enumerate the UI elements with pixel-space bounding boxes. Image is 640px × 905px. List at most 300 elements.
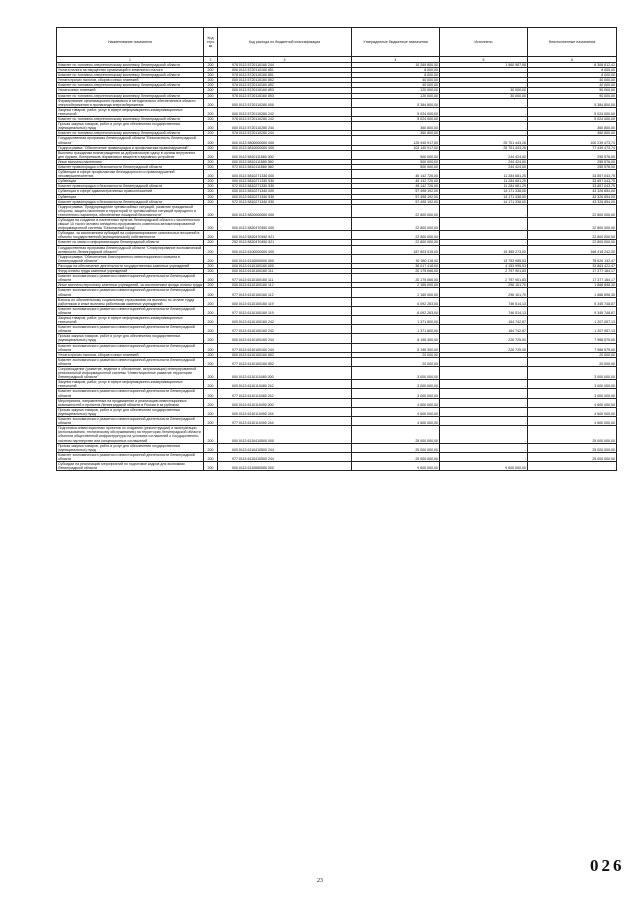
line-code-cell: 200 <box>204 283 218 288</box>
approved-amount-cell: 8 000,00 <box>352 68 440 73</box>
executed-amount-cell: 226 725,00 <box>440 334 528 343</box>
table-row <box>57 389 617 398</box>
executed-amount-cell: 746 514,13 <box>440 306 528 315</box>
executed-amount-cell: 25 701 443,26 <box>440 136 528 145</box>
indicator-name-cell: Комитет экономического развития и инвестиционной деятельности Ленинградской области <box>57 452 204 461</box>
approved-amount-cell: 4 600 000,00 <box>352 398 440 407</box>
approved-amount-cell: 125 940 917,00 <box>352 136 440 145</box>
approved-amount-cell: 103 140 917,00 <box>352 145 440 150</box>
remaining-amount-cell: 33 857 043,75 <box>528 170 617 179</box>
table-body <box>57 63 617 471</box>
budget-code-cell: 977 0113 6110100160 244 <box>218 343 352 352</box>
header-executed: Исполнено <box>440 28 528 57</box>
line-code-cell: 200 <box>204 389 218 398</box>
line-code-cell: 200 <box>204 269 218 274</box>
remaining-amount-cell: 5 345 748,87 <box>528 306 617 315</box>
remaining-amount-cell: 33 857 043,75 <box>528 179 617 184</box>
indicator-name-cell: Комитет экономического развития и инвестиционной деятельности Ленинградской области <box>57 288 204 297</box>
header-approved: Утвержденные бюджетные назначения <box>352 28 440 57</box>
approved-amount-cell: 3 000 000,00 <box>352 389 440 398</box>
executed-amount-cell: 9 600 000,00 <box>440 461 528 470</box>
executed-amount-cell: 244 424,00 <box>440 150 528 159</box>
line-code-cell: 200 <box>204 78 218 83</box>
indicator-name-cell: Сопровождение (развитие, ведение и обновление, актуализация) интегрированной региональной информационной системы "Инвестиционное развитие территории Ленинградской области" <box>57 367 204 380</box>
indicator-name-cell: Иные выплаты населению <box>57 159 204 164</box>
budget-code-cell: 977 0113 6110410500 244 <box>218 452 352 461</box>
table-row <box>57 315 617 324</box>
page-stamp: 026 <box>590 856 625 875</box>
line-code-cell: 200 <box>204 398 218 407</box>
indicator-name-cell: Подпрограмма "Обеспечение правопорядка и профилактика правонарушений" <box>57 145 204 150</box>
indicator-name-cell: Фонд оплаты труда казенных учреждений <box>57 269 204 274</box>
page-number: 23 <box>317 878 323 884</box>
approved-amount-cell: 500 000,00 <box>352 164 440 169</box>
table-row <box>57 426 617 443</box>
budget-code-cell: 000 0113 5800000000 000 <box>218 136 352 145</box>
table-row <box>57 122 617 131</box>
indicator-name-cell: Уплата прочих налогов, сборов и иных платежей <box>57 78 204 83</box>
executed-amount-cell: 30 000,00 <box>440 93 528 98</box>
remaining-amount-cell: 7 968 575,00 <box>528 343 617 352</box>
line-code-cell: 200 <box>204 274 218 283</box>
approved-amount-cell: 40 000,00 <box>352 83 440 88</box>
remaining-amount-cell: 255 576,00 <box>528 164 617 169</box>
line-code-cell: 200 <box>204 184 218 189</box>
line-code-cell: 200 <box>204 164 218 169</box>
table-row <box>57 204 617 217</box>
table-row <box>57 367 617 380</box>
executed-amount-cell: - <box>440 389 528 398</box>
remaining-amount-cell: 4 600 000,00 <box>528 407 617 416</box>
executed-amount-cell: 296 101,70 <box>440 288 528 297</box>
budget-code-cell: 977 0113 6110100160 242 <box>218 325 352 334</box>
budget-code-cell: 000 0113 5810111580 000 <box>218 150 352 159</box>
budget-code-cell: 978 0113 5720110160 851 <box>218 73 352 78</box>
budget-code-cell: 978 0113 5720110160 852 <box>218 83 352 88</box>
remaining-amount-cell: 25 000 000,00 <box>528 426 617 443</box>
indicator-name-cell: Субвенции <box>57 179 204 184</box>
indicator-name-cell: Подпрограмма "Обеспечение благоприятного инвестиционного климата в Ленинградской области" <box>57 254 204 263</box>
line-code-cell: 200 <box>204 426 218 443</box>
table-row <box>57 380 617 389</box>
header-line-code: Код стро ки <box>204 28 218 57</box>
executed-amount-cell: - <box>440 98 528 107</box>
approved-amount-cell: 6 092 263,00 <box>352 306 440 315</box>
approved-amount-cell: 20 000,00 <box>352 352 440 357</box>
approved-amount-cell: 45 142 726,00 <box>352 170 440 179</box>
table-row <box>57 136 617 145</box>
budget-code-cell: 977 0113 6110100160 112 <box>218 288 352 297</box>
indicator-name-cell: Прочая закупка товаров, работ и услуг для обеспечения государственных (муниципальных) нужд <box>57 443 204 452</box>
approved-amount-cell: 1 371 800,00 <box>352 315 440 324</box>
indicator-name-cell: Мероприятия, направленные на продвижение и реализацию инвестиционных возможностей и проектов Ленинградской области в России и за рубежом <box>57 398 204 407</box>
line-code-cell: 200 <box>204 218 218 231</box>
approved-amount-cell: 500 000,00 <box>352 150 440 159</box>
indicator-name-cell: Подготовка инвестиционных проектов по созданию (реконструкции) и эксплуатации (использованию, техническому обслуживанию) на территории Ленинградской области объектов общественной инфраструктуры на условиях соглашений о государственно-частном партнерстве или концессионных соглашений <box>57 426 204 443</box>
line-code-cell: 200 <box>204 204 218 217</box>
remaining-amount-cell: 3 000 000,00 <box>528 367 617 380</box>
approved-amount-cell: 40 000,00 <box>352 78 440 83</box>
approved-amount-cell: 45 142 726,00 <box>352 179 440 184</box>
remaining-amount-cell: 22 800 000,00 <box>528 240 617 245</box>
approved-amount-cell: 5 024 000,00 <box>352 117 440 122</box>
remaining-amount-cell: 22 800 000,00 <box>528 231 617 240</box>
executed-amount-cell: - <box>440 117 528 122</box>
budget-code-cell: 000 0113 5810271340 000 <box>218 189 352 194</box>
indicator-name-cell: Формирование организационно-правового и методического обеспечения в области энергосбережения и пропаганда энергосбережения <box>57 98 204 107</box>
remaining-amount-cell: 255 576,00 <box>528 159 617 164</box>
indicator-name-cell: Уплата иных платежей <box>57 88 204 93</box>
executed-amount-cell: - <box>440 352 528 357</box>
line-code-cell: 200 <box>204 240 218 245</box>
remaining-amount-cell: 5 384 800,00 <box>528 98 617 107</box>
budget-code-cell: 000 0113 6110410500 000 <box>218 426 352 443</box>
indicator-name-cell: Комитет по топливно-энергетическому комплексу Ленинградской области <box>57 131 204 136</box>
remaining-amount-cell: 33 857 043,75 <box>528 184 617 189</box>
remaining-amount-cell: 1 868 898,30 <box>528 283 617 288</box>
line-code-cell: 200 <box>204 179 218 184</box>
indicator-name-cell: Комитет по топливно-энергетическому комплексу Ленинградской области <box>57 73 204 78</box>
approved-amount-cell: 92 380 118,00 <box>352 254 440 263</box>
approved-amount-cell: 57 498 192,00 <box>352 194 440 199</box>
remaining-amount-cell: 8 000,00 <box>528 68 617 73</box>
indicator-name-cell: Прочая закупка товаров, работ и услуг для обеспечения государственных (муниципальных) нужд <box>57 407 204 416</box>
approved-amount-cell: 360 800,00 <box>352 131 440 136</box>
indicator-name-cell: Закупка товаров, работ, услуг в сфере информационно-коммуникационных технологий <box>57 380 204 389</box>
table-row <box>57 254 617 263</box>
executed-amount-cell: 14 171 338,00 <box>440 199 528 204</box>
table-row <box>57 357 617 366</box>
table-row <box>57 218 617 231</box>
indicator-name-cell: Расходы на обеспечение деятельности государственных казенных учреждений <box>57 263 204 268</box>
approved-amount-cell: 57 498 192,00 <box>352 199 440 204</box>
executed-amount-cell: - <box>440 231 528 240</box>
line-code-cell: 200 <box>204 189 218 194</box>
line-code-cell: 200 <box>204 98 218 107</box>
approved-amount-cell: 8 195 300,00 <box>352 334 440 343</box>
budget-code-cell: 000 0113 5720110160 853 <box>218 88 352 93</box>
executed-amount-cell: 11 284 681,25 <box>440 170 528 179</box>
indicator-name-cell: Государственная программа Ленинградской области "Безопасность Ленинградской области" <box>57 136 204 145</box>
budget-code-cell: 972 0113 5810111580 360 <box>218 164 352 169</box>
indicator-name-cell: Субсидии, за исключением субсидий на софинансирование капитальных вложений в объекты государственной (муниципальной) собственности <box>57 231 204 240</box>
line-code-cell: 200 <box>204 334 218 343</box>
budget-code-cell: 000 0113 5810271330 000 <box>218 170 352 179</box>
executed-amount-cell: 13 753 985,53 <box>440 254 528 263</box>
remaining-amount-cell: 100 239 473,74 <box>528 136 617 145</box>
executed-amount-cell: - <box>440 240 528 245</box>
executed-amount-cell: 746 514,13 <box>440 297 528 306</box>
executed-amount-cell: 226 725,00 <box>440 343 528 352</box>
executed-amount-cell: - <box>440 78 528 83</box>
remaining-amount-cell: 7 968 575,00 <box>528 334 617 343</box>
remaining-amount-cell: 255 576,00 <box>528 150 617 159</box>
executed-amount-cell: 11 284 681,25 <box>440 184 528 189</box>
remaining-amount-cell: 22 800 000,00 <box>528 204 617 217</box>
approved-amount-cell: 20 000,00 <box>352 357 440 366</box>
remaining-amount-cell: 4 600 000,00 <box>528 417 617 426</box>
approved-amount-cell: 25 000 000,00 <box>352 443 440 452</box>
budget-code-cell: 977 0113 6110100160 852 <box>218 357 352 366</box>
line-code-cell: 200 <box>204 170 218 179</box>
executed-amount-cell: 14 171 338,00 <box>440 194 528 199</box>
line-code-cell: 200 <box>204 150 218 159</box>
line-code-cell: 200 <box>204 194 218 199</box>
indicator-name-cell: Закупка товаров, работ, услуг в сфере информационно-коммуникационных технологий <box>57 107 204 116</box>
budget-code-cell: 977 0113 6110100160 119 <box>218 306 352 315</box>
approved-amount-cell: 2 165 000,00 <box>352 283 440 288</box>
remaining-amount-cell: 360 800,00 <box>528 131 617 136</box>
executed-amount-cell: - <box>440 443 528 452</box>
approved-amount-cell: 25 000 000,00 <box>352 426 440 443</box>
table-row <box>57 452 617 461</box>
remaining-amount-cell: 1 868 898,30 <box>528 288 617 297</box>
budget-code-cell: 000 0113 5720110280 244 <box>218 122 352 131</box>
remaining-amount-cell: 25 000 000,00 <box>528 452 617 461</box>
indicator-name-cell: Субвенции <box>57 194 204 199</box>
budget-code-cell: 000 0113 5810271340 530 <box>218 194 352 199</box>
executed-amount-cell: 19 385 273,00 <box>440 245 528 254</box>
executed-amount-cell: 11 284 681,25 <box>440 179 528 184</box>
line-code-cell: 200 <box>204 63 218 68</box>
approved-amount-cell: 8 195 300,00 <box>352 343 440 352</box>
indicator-name-cell: Комитет экономического развития и инвестиционной деятельности Ленинградской области <box>57 325 204 334</box>
line-code-cell: 200 <box>204 131 218 136</box>
header-indicator-name: Наименование показателя <box>57 28 204 57</box>
budget-code-cell: 000 0113 5720110280 000 <box>218 98 352 107</box>
budget-report-sheet <box>56 27 616 471</box>
header-budget-code: Код расхода по бюджетной классификации <box>218 28 352 57</box>
approved-amount-cell: 57 498 192,00 <box>352 189 440 194</box>
executed-amount-cell: 164 742,87 <box>440 325 528 334</box>
budget-code-cell: 000 0113 6110410500 244 <box>218 443 352 452</box>
budget-code-cell: 977 0113 6110110490 244 <box>218 417 352 426</box>
remaining-amount-cell: 1 207 057,13 <box>528 315 617 324</box>
remaining-amount-cell: - <box>528 461 617 470</box>
indicator-name-cell: Субсидии на создание в населенных пунктах Ленинградской области с численностью свыше 10 тысяч человек аппаратно-программного комплекса автоматизированной информационной системы "Безопасный город" <box>57 218 204 231</box>
approved-amount-cell: 22 800 000,00 <box>352 240 440 245</box>
line-code-cell: 200 <box>204 136 218 145</box>
line-code-cell: 200 <box>204 352 218 357</box>
executed-amount-cell: - <box>440 417 528 426</box>
budget-code-cell: 972 0113 5810271330 530 <box>218 184 352 189</box>
approved-amount-cell: 10 269 800,00 <box>352 63 440 68</box>
line-code-cell: 200 <box>204 107 218 116</box>
line-code-cell: 200 <box>204 88 218 93</box>
approved-amount-cell: 360 800,00 <box>352 122 440 131</box>
budget-code-cell: 000 0113 5720110160 852 <box>218 78 352 83</box>
executed-amount-cell: 2 797 901,83 <box>440 269 528 274</box>
indicator-name-cell: Комитет экономического развития и инвестиционной деятельности Ленинградской области <box>57 417 204 426</box>
executed-amount-cell: - <box>440 131 528 136</box>
remaining-amount-cell: 20 000,00 <box>528 352 617 357</box>
indicator-name-cell: Комитет по топливно-энергетическому комплексу Ленинградской области <box>57 117 204 122</box>
executed-amount-cell: - <box>440 73 528 78</box>
remaining-amount-cell: 43 326 854,00 <box>528 194 617 199</box>
remaining-amount-cell: 3 000 000,00 <box>528 389 617 398</box>
table-row <box>57 443 617 452</box>
approved-amount-cell: 3 000 000,00 <box>352 367 440 380</box>
indicator-name-cell: Взносы по обязательному социальному страхованию на выплаты по оплате труда работников и иные выплаты работникам казенных учреждений <box>57 297 204 306</box>
line-code-cell: 200 <box>204 199 218 204</box>
line-code-cell: 200 <box>204 263 218 268</box>
remaining-amount-cell: 17 377 164,17 <box>528 274 617 283</box>
table-row <box>57 288 617 297</box>
remaining-amount-cell: 1 207 057,13 <box>528 325 617 334</box>
budget-code-cell: 000 0113 5820470450 000 <box>218 218 352 231</box>
executed-amount-cell: - <box>440 380 528 389</box>
table-row <box>57 334 617 343</box>
remaining-amount-cell: 90 000,00 <box>528 88 617 93</box>
executed-amount-cell: - <box>440 107 528 116</box>
budget-code-cell: 977 0113 6110100160 111 <box>218 274 352 283</box>
indicator-name-cell: Комитет экономического развития и инвестиционной деятельности Ленинградской области <box>57 389 204 398</box>
budget-code-cell: 000 0113 5720110280 242 <box>218 107 352 116</box>
line-code-cell: 200 <box>204 83 218 88</box>
executed-amount-cell: - <box>440 68 528 73</box>
line-code-cell: 200 <box>204 380 218 389</box>
budget-code-cell: 000 0113 6110680580 000 <box>218 461 352 470</box>
budget-code-cell: 000 0113 6110100160 111 <box>218 269 352 274</box>
budget-code-cell: 000 0113 5720110160 851 <box>218 68 352 73</box>
executed-amount-cell: - <box>440 407 528 416</box>
remaining-amount-cell: 168 418 242,00 <box>528 245 617 254</box>
remaining-amount-cell: 17 377 164,17 <box>528 269 617 274</box>
line-code-cell: 200 <box>204 117 218 122</box>
remaining-amount-cell: 8 000,00 <box>528 73 617 78</box>
remaining-amount-cell: 43 326 854,00 <box>528 199 617 204</box>
indicator-name-cell: Прочая закупка товаров, работ и услуг для обеспечения государственных (муниципальных) нужд <box>57 122 204 131</box>
line-code-cell: 200 <box>204 73 218 78</box>
line-code-cell: 200 <box>204 452 218 461</box>
remaining-amount-cell: 360 800,00 <box>528 122 617 131</box>
executed-amount-cell: 30 000,00 <box>440 88 528 93</box>
executed-amount-cell: - <box>440 218 528 231</box>
indicator-name-cell: Комитет правопорядка и безопасности Ленинградской области <box>57 164 204 169</box>
remaining-amount-cell: 33 863 422,47 <box>528 263 617 268</box>
line-code-cell: 200 <box>204 254 218 263</box>
table-row <box>57 98 617 107</box>
indicator-name-cell: Комитет по топливно-энергетическому комплексу Ленинградской области <box>57 63 204 68</box>
table-row <box>57 306 617 315</box>
table-row <box>57 107 617 116</box>
remaining-amount-cell: 5 024 000,00 <box>528 107 617 116</box>
approved-amount-cell: 500 000,00 <box>352 159 440 164</box>
budget-code-cell: 000 0113 6110100160 244 <box>218 334 352 343</box>
approved-amount-cell: 5 384 800,00 <box>352 98 440 107</box>
indicator-name-cell: Комитет экономического развития и инвестиционной деятельности Ленинградской области <box>57 306 204 315</box>
remaining-amount-cell: 4 600 000,00 <box>528 398 617 407</box>
indicator-name-cell: Комитет экономического развития и инвестиционной деятельности Ленинградской области <box>57 274 204 283</box>
budget-code-cell: 000 0113 6110100160 852 <box>218 352 352 357</box>
executed-amount-cell: 244 424,00 <box>440 159 528 164</box>
line-code-cell: 200 <box>204 461 218 470</box>
indicator-name-cell: Комитет по связи и информатизации Ленинградской области <box>57 240 204 245</box>
budget-code-cell: 000 0113 6110110490 244 <box>218 407 352 416</box>
approved-amount-cell: 20 175 066,00 <box>352 274 440 283</box>
approved-amount-cell: 187 803 515,00 <box>352 245 440 254</box>
table-row <box>57 407 617 416</box>
indicator-name-cell: Комитет экономического развития и инвестиционной деятельности Ленинградской области <box>57 343 204 352</box>
table-row <box>57 325 617 334</box>
table-row <box>57 343 617 352</box>
indicator-name-cell: Государственная программа Ленинградской области "Стимулирование экономической активности Ленинградской области" <box>57 245 204 254</box>
indicator-name-cell: Закупка товаров, работ, услуг в сфере информационно-коммуникационных технологий <box>57 315 204 324</box>
remaining-amount-cell: 77 439 473,74 <box>528 145 617 150</box>
executed-amount-cell: 14 171 338,00 <box>440 189 528 194</box>
approved-amount-cell: 120 000,00 <box>352 88 440 93</box>
budget-code-cell: 000 0113 5810000000 000 <box>218 145 352 150</box>
table-row <box>57 150 617 159</box>
approved-amount-cell: 4 600 000,00 <box>352 407 440 416</box>
indicator-name-cell: Субсидии на реализацию мероприятий по подготовке кадров для экономики Ленинградской области <box>57 461 204 470</box>
table-row <box>57 245 617 254</box>
approved-amount-cell: 22 800 000,00 <box>352 218 440 231</box>
budget-code-cell: 000 0113 6100000000 000 <box>218 245 352 254</box>
indicator-name-cell: Субвенции в сфере профилактики безнадзорности и правонарушений несовершеннолетних <box>57 170 204 179</box>
indicator-name-cell: Выплаты гражданам вознаграждения за добровольную сдачу в органы внутренних дел оружия, боеприпасов, взрывчатых веществ и взрывных устройств <box>57 150 204 159</box>
approved-amount-cell: 120 000,00 <box>352 93 440 98</box>
line-code-cell: 200 <box>204 367 218 380</box>
line-code-cell: 200 <box>204 122 218 131</box>
column-number: 2 <box>204 57 218 63</box>
executed-amount-cell: - <box>440 398 528 407</box>
budget-code-cell: 000 0113 6110100160 119 <box>218 297 352 306</box>
executed-amount-cell: - <box>440 426 528 443</box>
remaining-amount-cell: 78 626 132,47 <box>528 254 617 263</box>
budget-code-cell: 000 0113 6110100160 242 <box>218 315 352 324</box>
indicator-name-cell: Комитет по топливно-энергетическому комплексу Ленинградской области <box>57 83 204 88</box>
budget-code-cell: 252 0113 5820470450 521 <box>218 240 352 245</box>
indicator-name-cell: Комитет экономического развития и инвестиционной деятельности Ленинградской области <box>57 357 204 366</box>
budget-code-cell: 000 0113 6110100160 000 <box>218 263 352 268</box>
table-row <box>57 170 617 179</box>
budget-code-cell: 978 0113 5720110280 244 <box>218 131 352 136</box>
indicator-name-cell: Комитет правопорядка и безопасности Ленинградской области <box>57 199 204 204</box>
remaining-amount-cell: 43 326 854,00 <box>528 189 617 194</box>
approved-amount-cell: 4 600 000,00 <box>352 417 440 426</box>
approved-amount-cell: 2 165 000,00 <box>352 288 440 297</box>
line-code-cell: 200 <box>204 325 218 334</box>
approved-amount-cell: 25 000 000,00 <box>352 452 440 461</box>
budget-code-cell: 978 0113 5720110160 244 <box>218 63 352 68</box>
remaining-amount-cell: 8 308 812,42 <box>528 63 617 68</box>
remaining-amount-cell: 3 000 000,00 <box>528 380 617 389</box>
executed-amount-cell: - <box>440 204 528 217</box>
remaining-amount-cell: 90 000,00 <box>528 93 617 98</box>
column-number: 4 <box>352 57 440 63</box>
indicator-name-cell: Комитет правопорядка и безопасности Ленинградской области <box>57 184 204 189</box>
approved-amount-cell: 9 600 000,00 <box>352 461 440 470</box>
line-code-cell: 200 <box>204 306 218 315</box>
remaining-amount-cell: 20 000,00 <box>528 357 617 366</box>
line-code-cell: 200 <box>204 343 218 352</box>
approved-amount-cell: 3 000 000,00 <box>352 380 440 389</box>
budget-code-cell: 000 0113 6110110480 000 <box>218 367 352 380</box>
indicator-name-cell: Иные выплаты персоналу казенных учреждений, за исключением фонда оплаты труда <box>58 283 202 288</box>
budget-code-cell: 978 0113 5720110160 853 <box>218 93 352 98</box>
table-row <box>57 231 617 240</box>
budget-code-cell: 000 0113 5820000000 000 <box>218 204 352 217</box>
indicator-name-cell: Комитет по топливно-энергетическому комплексу Ленинградской области <box>57 93 204 98</box>
indicator-name-cell: Прочая закупка товаров, работ и услуг для обеспечения государственных (муниципальных) нужд <box>57 334 204 343</box>
remaining-amount-cell: 25 000 000,00 <box>528 443 617 452</box>
budget-code-cell: 000 0113 5810111580 360 <box>218 159 352 164</box>
budget-code-cell: 000 0113 6110100160 112 <box>218 283 352 288</box>
executed-amount-cell: - <box>440 452 528 461</box>
table-row <box>57 274 617 283</box>
executed-amount-cell: - <box>440 367 528 380</box>
